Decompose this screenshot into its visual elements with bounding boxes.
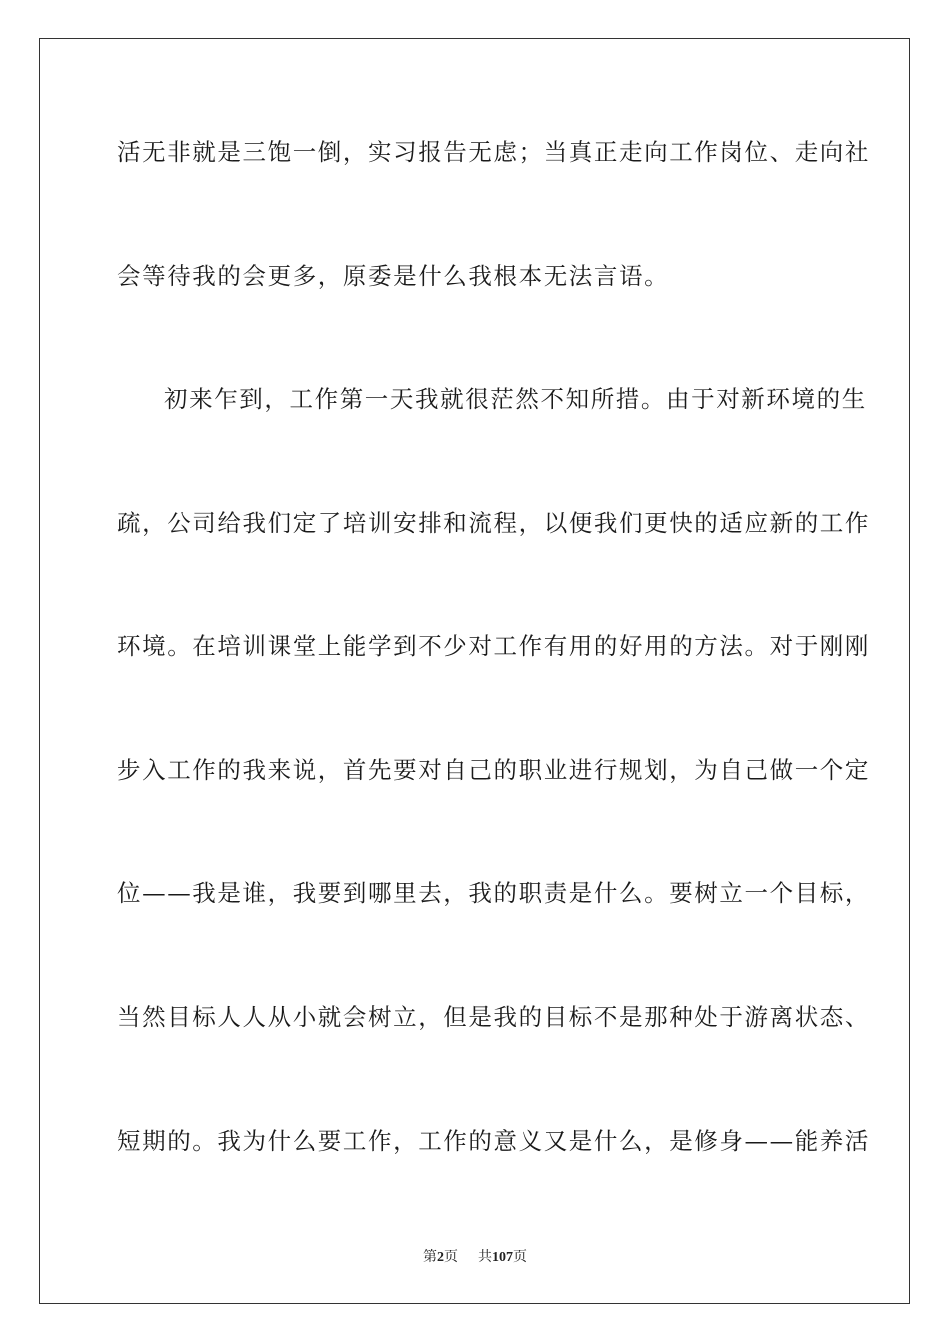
text-line: 短期的。我为什么要工作，工作的意义又是什么，是修身——能养活: [117, 1127, 870, 1155]
text-line: 活无非就是三饱一倒，实习报告无虑；当真正走向工作岗位、走向社: [117, 138, 870, 166]
text-line: 疏，公司给我们定了培训安排和流程，以便我们更快的适应新的工作: [117, 509, 870, 537]
total-prefix: 共: [478, 1249, 492, 1265]
page-suffix: 页: [444, 1249, 458, 1265]
page-prefix: 第: [423, 1249, 437, 1265]
text-line: 步入工作的我来说，首先要对自己的职业进行规划，为自己做一个定: [117, 756, 870, 784]
text-line: 位——我是谁，我要到哪里去，我的职责是什么。要树立一个目标，: [117, 879, 870, 907]
text-line: 环境。在培训课堂上能学到不少对工作有用的好用的方法。对于刚刚: [117, 632, 870, 660]
total-suffix: 页: [513, 1249, 527, 1265]
text-line: 初来乍到，工作第一天我就很茫然不知所措。由于对新环境的生: [164, 385, 867, 413]
text-line: 会等待我的会更多，原委是什么我根本无法言语。: [117, 262, 670, 290]
text-line: 当然目标人人从小就会树立，但是我的目标不是那种处于游离状态、: [117, 1003, 870, 1031]
page-number: 2: [437, 1250, 444, 1265]
page-footer: [0, 1248, 950, 1267]
page-border: [39, 38, 910, 1304]
total-pages: 107: [492, 1250, 513, 1265]
